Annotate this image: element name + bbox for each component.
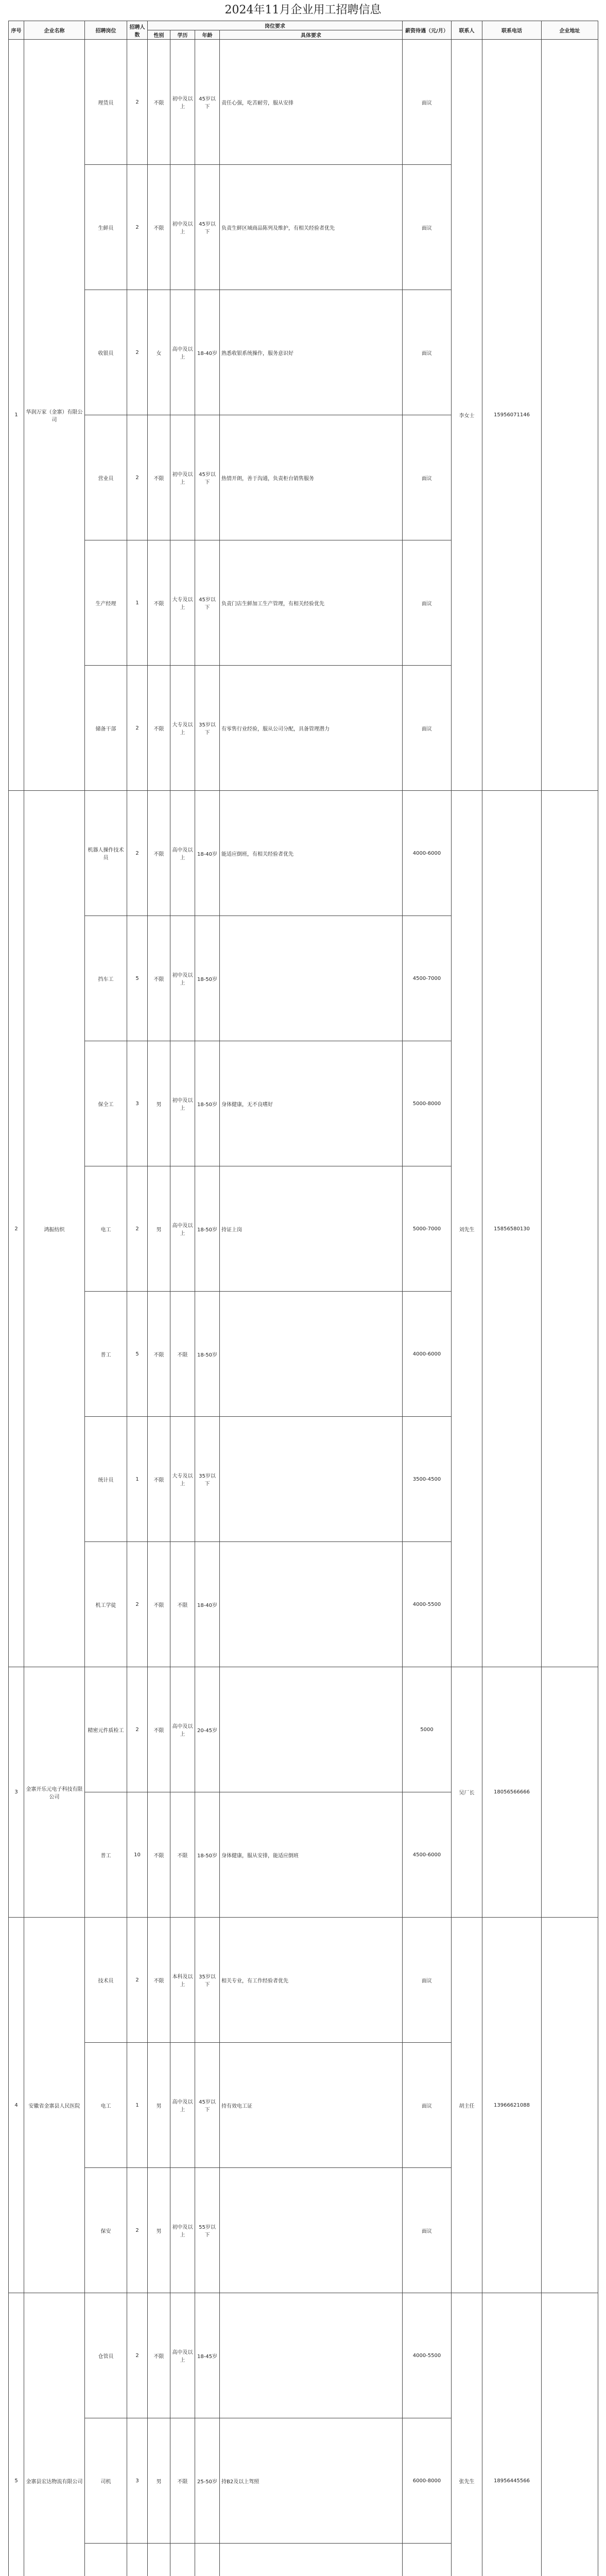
salary-cell: 面议 [403,165,452,290]
education-cell: 本科及以上 [170,1918,195,2043]
contact-cell: 刘先生 [452,791,482,1667]
address-cell [542,1667,598,1918]
count-cell: 1 [127,2043,148,2168]
count-cell: 1 [127,1417,148,1542]
detail-cell [220,1542,403,1667]
gender-cell: 不限 [148,1792,170,1918]
education-cell: 不限 [170,1792,195,1918]
count-cell [127,2544,148,2576]
detail-cell [220,1667,403,1792]
gender-cell: 男 [148,2168,170,2293]
contact-cell: 张先生 [452,2293,482,2576]
gender-cell: 男 [148,1166,170,1292]
education-cell: 高中及以上 [170,2043,195,2168]
age-cell: 18-50岁 [195,1041,220,1166]
age-cell: 18-50岁 [195,1792,220,1918]
contact-cell: 胡主任 [452,1918,482,2293]
detail-cell: 能适应倒班，有相关经验者优先 [220,791,403,916]
header-salary: 薪资待遇（元/月） [403,21,452,40]
gender-cell: 不限 [148,540,170,666]
salary-cell: 5000-8000 [403,1041,452,1166]
salary-cell: 5000-7000 [403,1166,452,1292]
count-cell: 2 [127,1166,148,1292]
company-cell: 安徽省金寨县人民医院 [24,1918,85,2293]
age-cell: 45岁以下 [195,2043,220,2168]
gender-cell: 不限 [148,916,170,1041]
gender-cell: 不限 [148,415,170,540]
count-cell: 2 [127,2168,148,2293]
detail-cell: 相关专业，有工作经验者优先 [220,1918,403,2043]
age-cell: 20-45岁 [195,1667,220,1792]
salary-cell: 4000-6000 [403,1292,452,1417]
page-title: 2024年11月企业用工招聘信息 [224,4,382,16]
count-cell: 2 [127,1667,148,1792]
age-cell: 25-50岁 [195,2418,220,2544]
job-cell: 收银员 [85,290,127,415]
seq-cell: 2 [9,791,24,1667]
seq-cell: 3 [9,1667,24,1918]
count-cell: 1 [127,540,148,666]
header-age: 年龄 [195,30,220,40]
age-cell: 35岁以下 [195,666,220,791]
detail-cell [220,1417,403,1542]
job-cell: 机器人操作技术员 [85,791,127,916]
age-cell: 18-50岁 [195,1166,220,1292]
gender-cell [148,2544,170,2576]
education-cell: 不限 [170,1542,195,1667]
education-cell: 大专及以上 [170,1417,195,1542]
count-cell: 2 [127,2293,148,2418]
salary-cell: 4500-6000 [403,1792,452,1918]
detail-cell: 身体健康，无不良嗜好 [220,1041,403,1166]
address-cell [542,40,598,791]
education-cell: 高中及以上 [170,290,195,415]
age-cell: 18-50岁 [195,1292,220,1417]
company-cell: 鸿振纺织 [24,791,85,1667]
age-cell: 18-50岁 [195,916,220,1041]
table-row [9,1918,598,2043]
detail-cell [220,916,403,1041]
contact-cell: 吴厂长 [452,1667,482,1918]
header-row-1 [9,21,598,30]
header-phone: 联系电话 [482,21,542,40]
detail-cell: 热情开朗，善于沟通，负责柜台销售服务 [220,415,403,540]
gender-cell: 不限 [148,1542,170,1667]
phone-cell: 13966621088 [482,1918,542,2293]
table-row [9,1667,598,1792]
count-cell: 3 [127,2418,148,2544]
job-cell: 仓管员 [85,2293,127,2418]
age-cell: 18-40岁 [195,1542,220,1667]
job-cell: 生鲜员 [85,165,127,290]
header-count: 招聘人数 [127,21,148,40]
education-cell: 高中及以上 [170,2293,195,2418]
job-cell: 生产经理 [85,540,127,666]
gender-cell: 女 [148,290,170,415]
education-cell: 初中及以上 [170,165,195,290]
salary-cell: 面议 [403,666,452,791]
gender-cell: 男 [148,2043,170,2168]
header-job: 招聘岗位 [85,21,127,40]
contact-cell: 李女士 [452,40,482,791]
education-cell: 不限 [170,1292,195,1417]
phone-cell: 18056566666 [482,1667,542,1918]
count-cell: 2 [127,290,148,415]
table-body [9,40,598,2576]
count-cell: 5 [127,1292,148,1417]
age-cell: 18-45岁 [195,2293,220,2418]
detail-cell: 有零售行业经验，服从公司分配，具备管理潜力 [220,666,403,791]
count-cell: 2 [127,40,148,165]
seq-cell: 1 [9,40,24,791]
detail-cell: 持B2及以上驾照 [220,2418,403,2544]
phone-cell: 15856580130 [482,791,542,1667]
gender-cell: 不限 [148,791,170,916]
job-cell: 机工学徒 [85,1542,127,1667]
job-cell: 保全工 [85,1041,127,1166]
education-cell: 初中及以上 [170,415,195,540]
age-cell: 55岁以下 [195,2168,220,2293]
education-cell: 高中及以上 [170,1166,195,1292]
education-cell: 高中及以上 [170,1667,195,1792]
job-cell: 电工 [85,1166,127,1292]
education-cell: 初中及以上 [170,2168,195,2293]
address-cell [542,2293,598,2576]
age-cell [195,2544,220,2576]
job-cell: 挡车工 [85,916,127,1041]
salary-cell: 面议 [403,1918,452,2043]
seq-cell: 4 [9,1918,24,2293]
header-seq: 序号 [9,21,24,40]
count-cell: 10 [127,1792,148,1918]
job-table [8,21,598,2576]
detail-cell [220,2168,403,2293]
salary-cell: 4000-6000 [403,791,452,916]
detail-cell: 熟悉收银系统操作，服务意识好 [220,290,403,415]
salary-cell: 3500-4500 [403,1417,452,1542]
education-cell: 初中及以上 [170,1041,195,1166]
detail-cell: 持证上岗 [220,1166,403,1292]
detail-cell: 负责生鲜区域商品陈列及维护，有相关经验者优先 [220,165,403,290]
gender-cell: 不限 [148,2293,170,2418]
age-cell: 45岁以下 [195,40,220,165]
count-cell: 2 [127,666,148,791]
job-cell: 技术员 [85,1918,127,2043]
count-cell: 3 [127,1041,148,1166]
detail-cell [220,2293,403,2418]
job-cell: 精密元件质检工 [85,1667,127,1792]
salary-cell: 面议 [403,2043,452,2168]
table-row [9,40,598,165]
salary-cell: 5000 [403,1667,452,1792]
detail-cell [220,1292,403,1417]
gender-cell: 不限 [148,165,170,290]
salary-cell: 面议 [403,40,452,165]
job-cell: 统计员 [85,1417,127,1542]
detail-cell: 身体健康，服从安排，能适应倒班 [220,1792,403,1918]
gender-cell: 不限 [148,666,170,791]
age-cell: 35岁以下 [195,1918,220,2043]
gender-cell: 不限 [148,1918,170,2043]
job-cell: 营业员 [85,415,127,540]
detail-cell: 持有效电工证 [220,2043,403,2168]
table-row [9,2293,598,2418]
salary-cell [403,2544,452,2576]
header-gender: 性别 [148,30,170,40]
header-requirements: 岗位要求 [148,21,403,30]
education-cell: 大专及以上 [170,666,195,791]
header-detail: 具体要求 [220,30,403,40]
salary-cell: 面议 [403,2168,452,2293]
salary-cell: 面议 [403,540,452,666]
education-cell: 大专及以上 [170,540,195,666]
salary-cell: 6000-8000 [403,2418,452,2544]
education-cell: 不限 [170,2418,195,2544]
count-cell: 2 [127,1918,148,2043]
education-cell: 初中及以上 [170,40,195,165]
job-cell: 储备干部 [85,666,127,791]
education-cell: 高中及以上 [170,791,195,916]
job-cell: 电工 [85,2043,127,2168]
job-cell: 理货员 [85,40,127,165]
age-cell: 45岁以下 [195,415,220,540]
seq-cell: 5 [9,2293,24,2576]
count-cell: 2 [127,165,148,290]
job-cell [85,2544,127,2576]
job-cell: 保安 [85,2168,127,2293]
age-cell: 18-40岁 [195,290,220,415]
count-cell: 2 [127,791,148,916]
header-contact: 联系人 [452,21,482,40]
company-cell: 华润万家（金寨）有限公司 [24,40,85,791]
gender-cell: 不限 [148,1417,170,1542]
detail-cell [220,2544,403,2576]
header-education: 学历 [170,30,195,40]
salary-cell: 4500-7000 [403,916,452,1041]
company-cell: 金寨开乐元电子科技有限公司 [24,1667,85,1918]
header-address: 企业地址 [542,21,598,40]
age-cell: 45岁以下 [195,540,220,666]
gender-cell: 不限 [148,1667,170,1792]
table-row [9,791,598,916]
salary-cell: 4000-5500 [403,1542,452,1667]
education-cell [170,2544,195,2576]
gender-cell: 男 [148,2418,170,2544]
company-cell: 金寨县宏达物流有限公司 [24,2293,85,2576]
gender-cell: 男 [148,1041,170,1166]
count-cell: 2 [127,415,148,540]
salary-cell: 4000-5500 [403,2293,452,2418]
detail-cell: 负责门店生鲜加工生产管理，有相关经验优先 [220,540,403,666]
header-company: 企业名称 [24,21,85,40]
age-cell: 35岁以下 [195,1417,220,1542]
age-cell: 18-40岁 [195,791,220,916]
detail-cell: 责任心强，吃苦耐劳，服从安排 [220,40,403,165]
gender-cell: 不限 [148,40,170,165]
gender-cell: 不限 [148,1292,170,1417]
salary-cell: 面议 [403,290,452,415]
salary-cell: 面议 [403,415,452,540]
address-cell [542,1918,598,2293]
job-cell: 普工 [85,1792,127,1918]
job-cell: 司机 [85,2418,127,2544]
count-cell: 5 [127,916,148,1041]
education-cell: 初中及以上 [170,916,195,1041]
age-cell: 45岁以下 [195,165,220,290]
count-cell: 2 [127,1542,148,1667]
address-cell [542,791,598,1667]
phone-cell: 18956445566 [482,2293,542,2576]
job-cell: 普工 [85,1292,127,1417]
phone-cell: 15956071146 [482,40,542,791]
